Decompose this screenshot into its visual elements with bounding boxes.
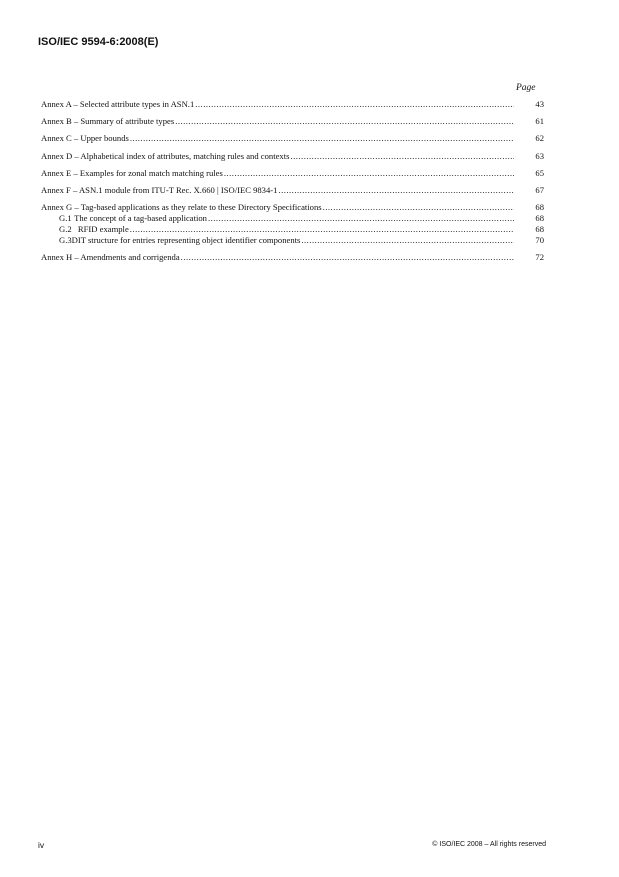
toc-entry-number: G.1 <box>59 213 72 224</box>
toc-entry-annex-b[interactable] <box>41 116 544 127</box>
toc-entry-g3[interactable] <box>41 235 544 246</box>
toc-entry-annex-g[interactable] <box>41 202 544 213</box>
toc-entry-page: 43 <box>535 99 544 109</box>
toc-entry-title: DIT structure for entries representing object identifier components <box>71 235 301 246</box>
toc-entry-page: 63 <box>535 150 544 161</box>
toc-entry-page: 70 <box>535 235 544 246</box>
toc-entry-page: 72 <box>535 252 544 263</box>
toc-entry-page: 65 <box>535 167 544 178</box>
toc-entry-title: Annex D – Alphabetical index of attributes, matching rules and contexts <box>41 150 290 161</box>
toc-entry-title: Annex A – Selected attribute types in ASN.1 <box>41 99 195 109</box>
toc-entry-g1[interactable] <box>41 213 544 224</box>
dot-leader <box>181 252 514 263</box>
footer-page-number: iv <box>38 840 45 850</box>
toc-entry-annex-a[interactable] <box>41 99 544 110</box>
document-header: ISO/IEC 9594-6:2008(E) <box>38 36 159 48</box>
toc-entry-number: G.3 <box>59 235 72 246</box>
toc-entry-page: 68 <box>535 224 544 235</box>
toc-entry-annex-f[interactable] <box>41 185 544 196</box>
toc-entry-title: RFID example <box>77 224 129 235</box>
toc-entry-page: 62 <box>535 133 544 144</box>
toc-entry-annex-h[interactable] <box>41 252 544 263</box>
toc-entry-number: G.2 <box>59 224 72 235</box>
dot-leader <box>130 224 514 235</box>
toc-entry-title: Annex B – Summary of attribute types <box>41 116 175 127</box>
dot-leader <box>290 151 514 162</box>
toc-entry-title: Annex H – Amendments and corrigenda <box>41 252 180 263</box>
toc-entry-title: Annex C – Upper bounds <box>41 133 129 144</box>
toc-entry-annex-c[interactable] <box>41 133 544 144</box>
dot-leader <box>130 133 514 144</box>
toc-entry-title: Annex F – ASN.1 module from ITU-T Rec. X.660 | ISO/IEC 9834-1 <box>41 184 278 195</box>
toc-entry-page: 61 <box>535 116 544 127</box>
dot-leader <box>224 168 514 179</box>
toc-entry-page: 68 <box>535 213 544 224</box>
dot-leader <box>323 202 514 213</box>
toc-entry-annex-e[interactable] <box>41 168 544 179</box>
toc-entry-title: Annex G – Tag-based applications as they relate to these Directory Specifications <box>41 202 322 213</box>
dot-leader <box>175 116 514 127</box>
toc-entry-title: Annex E – Examples for zonal match matching rules <box>41 167 223 178</box>
table-of-contents <box>41 99 544 263</box>
toc-entry-title: The concept of a tag-based application <box>74 213 207 224</box>
page-column-label: Page <box>516 83 536 93</box>
dot-leader <box>195 99 514 110</box>
footer-copyright: © ISO/IEC 2008 – All rights reserved <box>432 841 546 848</box>
dot-leader <box>278 185 514 196</box>
dot-leader <box>301 235 514 246</box>
toc-entry-g2[interactable] <box>41 224 544 235</box>
dot-leader <box>208 213 514 224</box>
toc-entry-page: 68 <box>535 202 544 213</box>
toc-entry-page: 67 <box>535 184 544 195</box>
toc-entry-annex-d[interactable] <box>41 151 544 162</box>
